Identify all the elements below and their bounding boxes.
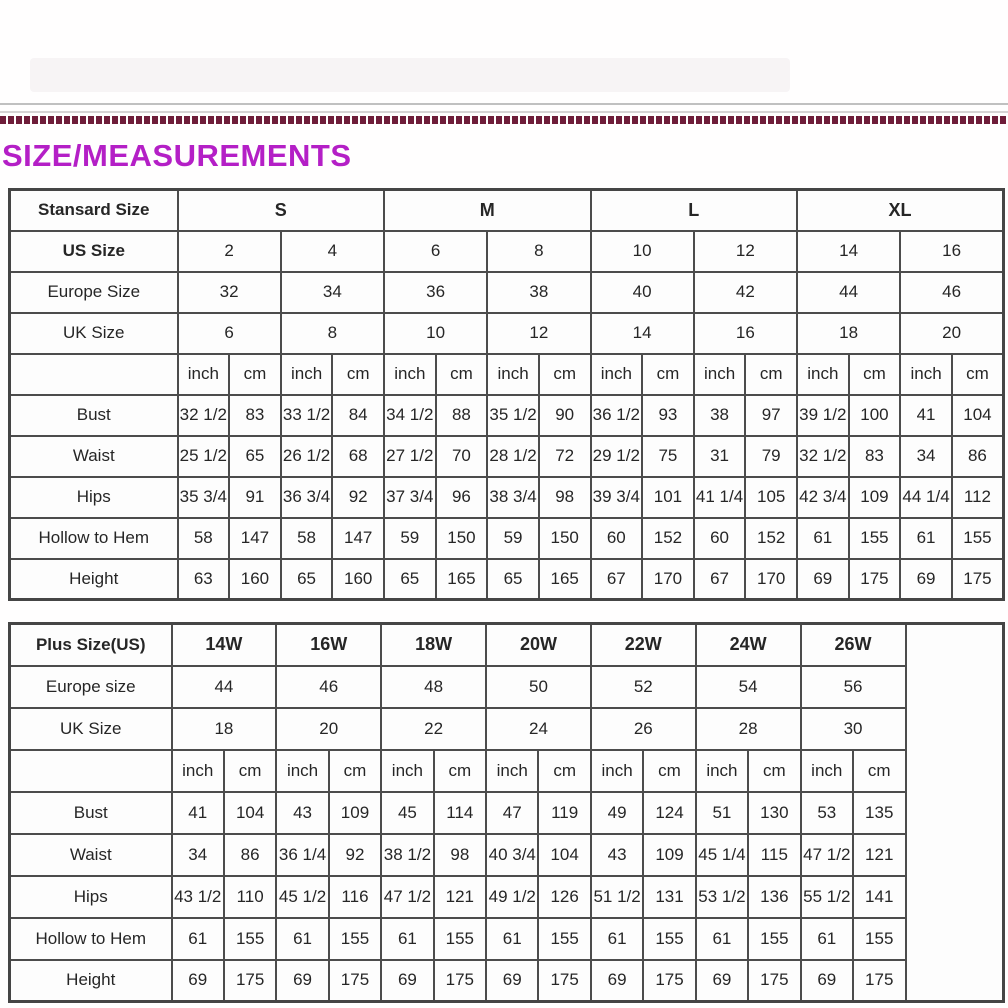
size-value-cell: 44 [797,272,900,313]
measurement-value-cell: 41 [172,792,224,834]
row-label-cell: Hollow to Hem [10,518,178,559]
unit-header-cell: cm [434,750,486,792]
measurement-value-cell: 34 1/2 [384,395,436,436]
size-value-cell: 50 [486,666,591,708]
measurement-value-cell: 155 [224,918,276,960]
row-label-cell: Waist [10,436,178,477]
measurement-value-cell: 61 [381,918,433,960]
measurement-value-cell: 160 [332,559,384,600]
measurement-value-cell: 69 [797,559,849,600]
page-title: SIZE/MEASUREMENTS [2,138,352,173]
measurement-value-cell: 155 [748,918,800,960]
size-value-cell: 18 [172,708,277,750]
measurement-value-cell: 121 [434,876,486,918]
measurement-value-cell: 51 [696,792,748,834]
measurement-value-cell: 109 [849,477,901,518]
measurement-value-cell: 38 [694,395,746,436]
measurement-value-cell: 65 [281,559,333,600]
unit-header-cell: cm [642,354,694,395]
measurement-value-cell: 38 1/2 [381,834,433,876]
size-value-cell: 10 [591,231,694,272]
size-group-cell: 16W [276,624,381,666]
measurement-value-cell: 44 1/4 [900,477,952,518]
measurement-value-cell: 67 [591,559,643,600]
measurement-value-cell: 59 [384,518,436,559]
measurement-value-cell: 67 [694,559,746,600]
measurement-value-cell: 90 [539,395,591,436]
measurement-value-cell: 28 1/2 [487,436,539,477]
measurement-value-cell: 69 [591,960,643,1002]
measurement-value-cell: 155 [329,918,381,960]
size-group-cell: 18W [381,624,486,666]
size-value-cell: 20 [900,313,1003,354]
measurement-value-cell: 116 [329,876,381,918]
measurement-value-cell: 43 [276,792,328,834]
size-value-cell: 24 [486,708,591,750]
measurement-value-cell: 47 1/2 [381,876,433,918]
measurement-value-cell: 175 [849,559,901,600]
measurement-value-cell: 150 [539,518,591,559]
measurement-value-cell: 43 [591,834,643,876]
measurement-value-cell: 101 [642,477,694,518]
measurement-value-cell: 59 [487,518,539,559]
measurement-value-cell: 88 [436,395,488,436]
measurement-value-cell: 86 [224,834,276,876]
size-value-cell: 36 [384,272,487,313]
measurement-value-cell: 41 1/4 [694,477,746,518]
measurement-value-cell: 45 [381,792,433,834]
measurement-value-cell: 104 [538,834,590,876]
unit-header-cell: inch [384,354,436,395]
measurement-value-cell: 49 1/2 [486,876,538,918]
measurement-value-cell: 43 1/2 [172,876,224,918]
measurement-value-cell: 130 [748,792,800,834]
size-value-cell: 30 [801,708,906,750]
size-value-cell: 6 [384,231,487,272]
measurement-value-cell: 152 [745,518,797,559]
unit-header-cell: cm [745,354,797,395]
unit-header-cell: inch [694,354,746,395]
measurement-value-cell: 147 [332,518,384,559]
measurement-value-cell: 100 [849,395,901,436]
measurement-value-cell: 33 1/2 [281,395,333,436]
measurement-value-cell: 60 [591,518,643,559]
measurement-value-cell: 70 [436,436,488,477]
measurement-value-cell: 58 [178,518,230,559]
measurement-value-cell: 51 1/2 [591,876,643,918]
measurement-value-cell: 165 [539,559,591,600]
measurement-value-cell: 41 [900,395,952,436]
size-group-cell: XL [797,190,1004,231]
measurement-value-cell: 124 [643,792,695,834]
measurement-value-cell: 155 [538,918,590,960]
unit-header-cell: cm [539,354,591,395]
measurement-value-cell: 47 1/2 [801,834,853,876]
measurement-value-cell: 61 [801,918,853,960]
measurement-value-cell: 45 1/2 [276,876,328,918]
unit-header-cell: inch [801,750,853,792]
unit-header-cell: cm [538,750,590,792]
measurement-value-cell: 32 1/2 [797,436,849,477]
measurement-value-cell: 42 3/4 [797,477,849,518]
size-value-cell: 2 [178,231,281,272]
unit-header-cell: inch [797,354,849,395]
blank-corner-cell [10,354,178,395]
unit-header-cell: inch [487,354,539,395]
measurement-value-cell: 170 [745,559,797,600]
size-value-cell: 22 [381,708,486,750]
size-value-cell: 44 [172,666,277,708]
size-value-cell: 28 [696,708,801,750]
measurement-value-cell: 55 1/2 [801,876,853,918]
top-divider-line-light [0,111,1008,113]
row-label-cell: Waist [10,834,172,876]
dashed-divider [0,116,1008,124]
empty-column-cell [906,624,1004,1002]
measurement-value-cell: 68 [332,436,384,477]
measurement-value-cell: 175 [538,960,590,1002]
unit-header-cell: cm [748,750,800,792]
measurement-value-cell: 69 [172,960,224,1002]
measurement-value-cell: 92 [332,477,384,518]
measurement-value-cell: 98 [434,834,486,876]
measurement-value-cell: 61 [696,918,748,960]
size-group-cell: 26W [801,624,906,666]
measurement-value-cell: 165 [436,559,488,600]
measurement-value-cell: 96 [436,477,488,518]
measurement-value-cell: 38 3/4 [487,477,539,518]
row-label-cell: Europe Size [10,272,178,313]
measurement-value-cell: 92 [329,834,381,876]
measurement-value-cell: 61 [486,918,538,960]
measurement-value-cell: 39 3/4 [591,477,643,518]
measurement-value-cell: 26 1/2 [281,436,333,477]
size-value-cell: 16 [694,313,797,354]
measurement-value-cell: 91 [229,477,281,518]
measurement-value-cell: 65 [384,559,436,600]
unit-header-cell: cm [229,354,281,395]
size-group-cell: 22W [591,624,696,666]
unit-header-cell: cm [643,750,695,792]
measurement-value-cell: 61 [172,918,224,960]
measurement-value-cell: 155 [952,518,1004,559]
measurement-value-cell: 175 [952,559,1004,600]
size-value-cell: 34 [281,272,384,313]
size-value-cell: 32 [178,272,281,313]
measurement-value-cell: 39 1/2 [797,395,849,436]
row-label-cell: Bust [10,792,172,834]
measurement-value-cell: 104 [224,792,276,834]
measurement-value-cell: 175 [434,960,486,1002]
measurement-value-cell: 175 [748,960,800,1002]
unit-header-cell: cm [332,354,384,395]
measurement-value-cell: 131 [643,876,695,918]
measurement-value-cell: 136 [748,876,800,918]
unit-header-cell: cm [329,750,381,792]
top-divider-line [0,103,1008,105]
unit-header-cell: inch [381,750,433,792]
size-value-cell: 16 [900,231,1003,272]
measurement-value-cell: 45 1/4 [696,834,748,876]
unit-header-cell: cm [849,354,901,395]
measurement-value-cell: 69 [696,960,748,1002]
measurement-value-cell: 35 1/2 [487,395,539,436]
measurement-value-cell: 86 [952,436,1004,477]
measurement-value-cell: 105 [745,477,797,518]
measurement-value-cell: 175 [643,960,695,1002]
measurement-value-cell: 175 [224,960,276,1002]
size-group-cell: L [591,190,798,231]
measurement-value-cell: 109 [329,792,381,834]
row-label-cell: Bust [10,395,178,436]
measurement-value-cell: 65 [487,559,539,600]
measurement-value-cell: 61 [797,518,849,559]
unit-header-cell: inch [281,354,333,395]
measurement-value-cell: 83 [229,395,281,436]
row-label-cell: Height [10,559,178,600]
unit-header-cell: cm [952,354,1004,395]
measurement-value-cell: 155 [853,918,906,960]
size-value-cell: 12 [487,313,590,354]
measurement-value-cell: 83 [849,436,901,477]
measurement-value-cell: 170 [642,559,694,600]
size-value-cell: 40 [591,272,694,313]
size-value-cell: 52 [591,666,696,708]
measurement-value-cell: 84 [332,395,384,436]
measurement-value-cell: 72 [539,436,591,477]
unit-header-cell: inch [900,354,952,395]
unit-header-cell: inch [591,354,643,395]
measurement-value-cell: 114 [434,792,486,834]
measurement-value-cell: 53 1/2 [696,876,748,918]
measurement-value-cell: 31 [694,436,746,477]
size-value-cell: 14 [797,231,900,272]
size-value-cell: 54 [696,666,801,708]
measurement-value-cell: 69 [381,960,433,1002]
measurement-value-cell: 53 [801,792,853,834]
measurement-value-cell: 29 1/2 [591,436,643,477]
measurement-value-cell: 69 [486,960,538,1002]
measurement-value-cell: 119 [538,792,590,834]
measurement-value-cell: 115 [748,834,800,876]
row-label-cell: Height [10,960,172,1002]
measurement-value-cell: 147 [229,518,281,559]
standard-size-table [8,188,1005,601]
measurement-value-cell: 61 [591,918,643,960]
size-group-cell: S [178,190,385,231]
size-value-cell: 46 [900,272,1003,313]
measurement-value-cell: 34 [172,834,224,876]
size-value-cell: 26 [591,708,696,750]
measurement-value-cell: 98 [539,477,591,518]
measurement-value-cell: 47 [486,792,538,834]
size-value-cell: 14 [591,313,694,354]
measurement-value-cell: 40 3/4 [486,834,538,876]
measurement-value-cell: 69 [276,960,328,1002]
blank-corner-cell [10,750,172,792]
size-value-cell: 42 [694,272,797,313]
measurement-value-cell: 141 [853,876,906,918]
measurement-value-cell: 61 [276,918,328,960]
measurement-value-cell: 36 1/2 [591,395,643,436]
unit-header-cell: inch [591,750,643,792]
measurement-value-cell: 69 [801,960,853,1002]
measurement-value-cell: 175 [329,960,381,1002]
size-value-cell: 48 [381,666,486,708]
measurement-value-cell: 104 [952,395,1004,436]
size-value-cell: 56 [801,666,906,708]
measurement-value-cell: 37 3/4 [384,477,436,518]
size-value-cell: 4 [281,231,384,272]
measurement-value-cell: 69 [900,559,952,600]
row-label-cell: Hips [10,477,178,518]
unit-header-cell: inch [172,750,224,792]
measurement-value-cell: 61 [900,518,952,559]
measurement-value-cell: 135 [853,792,906,834]
measurement-value-cell: 150 [436,518,488,559]
measurement-value-cell: 27 1/2 [384,436,436,477]
row-label-cell: UK Size [10,708,172,750]
measurement-value-cell: 175 [853,960,906,1002]
size-value-cell: 46 [276,666,381,708]
size-group-cell: 20W [486,624,591,666]
measurement-value-cell: 25 1/2 [178,436,230,477]
size-group-cell: 24W [696,624,801,666]
measurement-value-cell: 75 [642,436,694,477]
size-group-cell: M [384,190,591,231]
size-value-cell: 6 [178,313,281,354]
faded-top-artifact [30,58,790,92]
measurement-value-cell: 36 1/4 [276,834,328,876]
row-label-cell: Hollow to Hem [10,918,172,960]
measurement-value-cell: 110 [224,876,276,918]
row-label-cell: US Size [10,231,178,272]
unit-header-cell: inch [178,354,230,395]
size-value-cell: 10 [384,313,487,354]
unit-header-cell: inch [696,750,748,792]
measurement-value-cell: 126 [538,876,590,918]
measurement-value-cell: 34 [900,436,952,477]
corner-label-cell: Stansard Size [10,190,178,231]
unit-header-cell: cm [224,750,276,792]
measurement-value-cell: 60 [694,518,746,559]
measurement-value-cell: 97 [745,395,797,436]
corner-label-cell: Plus Size(US) [10,624,172,666]
size-value-cell: 18 [797,313,900,354]
measurement-value-cell: 155 [849,518,901,559]
plus-size-table [8,622,1005,1003]
measurement-value-cell: 79 [745,436,797,477]
size-value-cell: 8 [487,231,590,272]
measurement-value-cell: 63 [178,559,230,600]
measurement-value-cell: 160 [229,559,281,600]
measurement-value-cell: 109 [643,834,695,876]
measurement-value-cell: 155 [434,918,486,960]
unit-header-cell: cm [436,354,488,395]
size-value-cell: 20 [276,708,381,750]
measurement-value-cell: 152 [642,518,694,559]
measurement-value-cell: 49 [591,792,643,834]
unit-header-cell: inch [276,750,328,792]
measurement-value-cell: 32 1/2 [178,395,230,436]
size-value-cell: 8 [281,313,384,354]
measurement-value-cell: 112 [952,477,1004,518]
measurement-value-cell: 65 [229,436,281,477]
measurement-value-cell: 36 3/4 [281,477,333,518]
measurement-value-cell: 35 3/4 [178,477,230,518]
measurement-value-cell: 58 [281,518,333,559]
row-label-cell: Hips [10,876,172,918]
size-value-cell: 38 [487,272,590,313]
measurement-value-cell: 93 [642,395,694,436]
size-group-cell: 14W [172,624,277,666]
unit-header-cell: inch [486,750,538,792]
unit-header-cell: cm [853,750,906,792]
measurement-value-cell: 155 [643,918,695,960]
row-label-cell: UK Size [10,313,178,354]
size-value-cell: 12 [694,231,797,272]
measurement-value-cell: 121 [853,834,906,876]
row-label-cell: Europe size [10,666,172,708]
